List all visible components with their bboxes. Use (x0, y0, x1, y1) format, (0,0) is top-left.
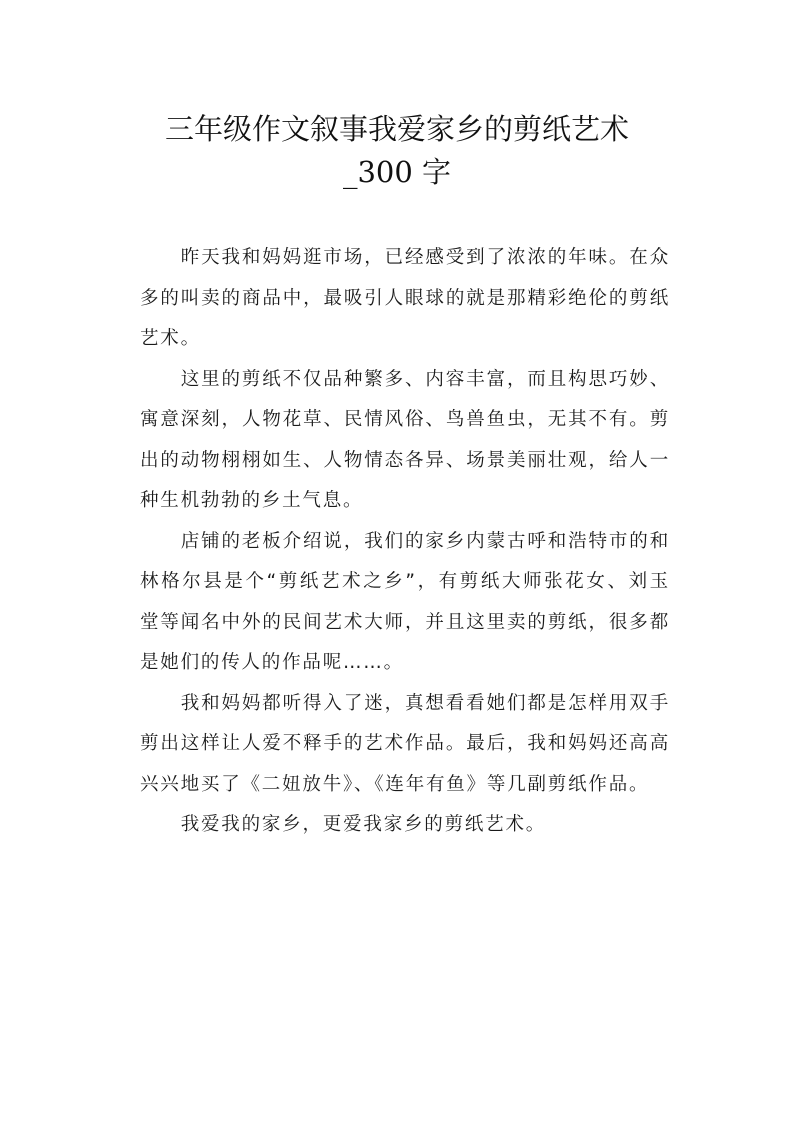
document-body (140, 238, 670, 846)
title-line-1: 三年级作文叙事我爱家乡的剪纸艺术 (164, 112, 629, 146)
paragraph: 昨天我和妈妈逛市场，已经感受到了浓浓的年味。在众多的叫卖的商品中，最吸引人眼球的就是那精彩绝伦的剪纸艺术。 (140, 247, 670, 349)
document-title (100, 108, 694, 194)
paragraph: 我和妈妈都听得入了迷，真想看看她们都是怎样用双手剪出这样让人爱不释手的艺术作品。最后，我和妈妈还高高兴兴地买了《二妞放牛》、《连年有鱼》等几副剪纸作品。 (140, 692, 670, 795)
title-line-2: _300 字 (342, 155, 452, 189)
paragraph: 店铺的老板介绍说，我们的家乡内蒙古呼和浩特市的和林格尔县是个“剪纸艺术之乡”，有剪纸大师张花女、刘玉堂等闻名中外的民间艺术大师，并且这里卖的剪纸，很多都是她们的传人的作品呢……。 (140, 530, 670, 673)
paragraph: 我爱我的家乡，更爱我家乡的剪纸艺术。 (180, 814, 547, 835)
paragraph: 这里的剪纸不仅品种繁多、内容丰富，而且构思巧妙、寓意深刻，人物花草、民情风俗、鸟兽鱼虫，无其不有。剪出的动物栩栩如生、人物情态各异、场景美丽壮观，给人一种生机勃勃的乡土气息。 (140, 368, 670, 511)
